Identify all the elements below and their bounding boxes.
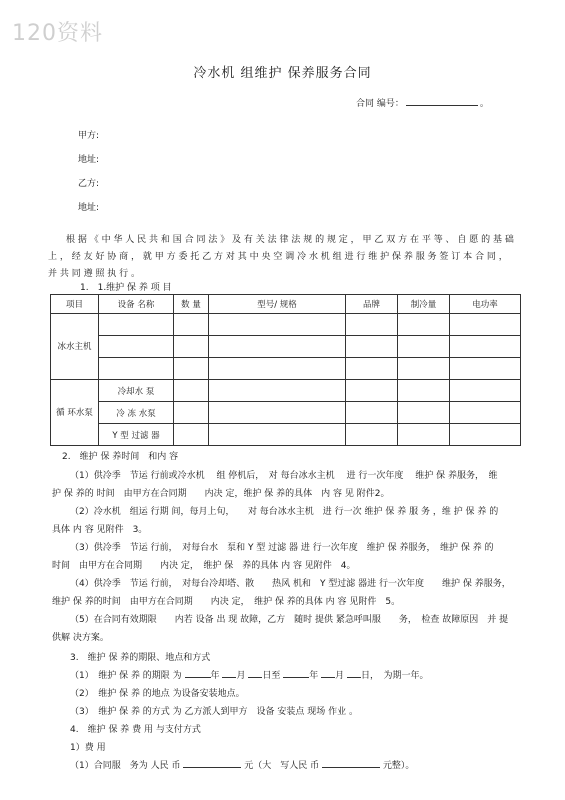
table-row [51, 424, 521, 446]
table-cell[interactable] [99, 358, 174, 380]
table-row [51, 402, 521, 424]
table-cell[interactable] [174, 424, 209, 446]
section-2-item-3-line-2: 时间 由甲方在合同期 内决 定， 维护 保 养的具体 内 容 见附件 4。 [52, 561, 356, 571]
fee-capital-blank[interactable] [322, 758, 380, 768]
table-cell[interactable] [398, 380, 450, 402]
table-cell[interactable] [346, 336, 398, 358]
period-label: （1） 维护 保 养 的期限 为 [70, 671, 182, 681]
table-header: 制冷量 [398, 295, 450, 314]
year-label: 年 [210, 671, 220, 681]
party-a-address-label: 地址: [78, 155, 100, 165]
section-2-item-5-line-1: （5）在合同有效期限 内若 设备 出 现 故障，乙方 随时 提供 紧急呼叫服 务， 检查 故障原因 并 提 [70, 615, 509, 625]
table-header: 项目 [51, 295, 99, 314]
intro-paragraph: 根 据 《 中 华 人 民 共 和 国 合 同 法 》 及 有 关 法 律 法 规 的 规 定 ， 甲 乙 双 方 在 平 等 、 自 愿 的 基 础 上 ， 经 友 好 协 商 ， 就 甲 方 委 托 乙 方 对 其 中 央 空 调 冷 水 机 组 进 行 维 护 保 养 服 务 签 订 本 合 同 ， 并 共 同 遵 照 执 行 。 [48, 235, 514, 279]
start-year-blank[interactable] [185, 668, 211, 678]
section-2-item-2-line-1: （2）冷水机 组运 行期 间，每月上旬， 对 每台冰水主机 进 行一次 维护 保 养 服 务 ，维 护 保 养 的 [70, 507, 499, 517]
pump-name-cell: Y 型 过滤 器 [99, 424, 174, 446]
table-cell[interactable] [346, 314, 398, 336]
table-cell[interactable] [346, 424, 398, 446]
section-2-item-4-line-1: （4）供冷季 节运 行前， 对每台冷却塔、散 热风 机和 Y 型过滤 器进 行一次年度 维护 保 养服务， [70, 579, 511, 589]
table-row [51, 380, 521, 402]
document-title: 冷水机 组维护 保养服务合同 [193, 66, 372, 81]
fee-label: （1）合同服 务为 人民 币 [70, 761, 181, 771]
equipment-table [50, 294, 521, 446]
table-cell[interactable] [174, 314, 209, 336]
table-cell[interactable] [174, 358, 209, 380]
start-day-blank[interactable] [248, 668, 262, 678]
fee-amount-blank[interactable] [183, 758, 241, 768]
table-cell[interactable] [398, 358, 450, 380]
table-header: 设备 名称 [99, 295, 174, 314]
section-2-item-3-line-1: （3）供冷季 节运 行前， 对每台水 泵和 Y 型 过滤 器 进 行一次年度 维护 保 养服务， 维护 保 养 的 [70, 543, 494, 553]
year-label: 年 [309, 671, 319, 681]
end-day-blank[interactable] [347, 668, 361, 678]
pump-name-cell: 冷 冻 水泵 [99, 402, 174, 424]
party-b-label: 乙方: [78, 179, 100, 189]
table-cell[interactable] [450, 380, 521, 402]
end-year-blank[interactable] [283, 668, 309, 678]
section-3-item-2: （2） 维护 保 养 的地点 为设备安装地点。 [70, 689, 245, 699]
month-label: 月 [335, 671, 345, 681]
section-3-item-1 [70, 668, 429, 681]
section-2-item-1-line-2: 护 保 养的 时间 由甲方在合同期 内决 定，维护 保 养的具体 内 容 见 附件2。 [52, 489, 390, 499]
group-cell-chiller: 冰水主机 [51, 314, 99, 380]
fee-capital-label: 元（大 写人民 币 [244, 761, 320, 771]
table-cell[interactable] [450, 336, 521, 358]
start-month-blank[interactable] [222, 668, 236, 678]
table-cell[interactable] [398, 314, 450, 336]
watermark-text: 120资料 [12, 21, 103, 46]
table-cell[interactable] [398, 402, 450, 424]
table-cell[interactable] [99, 336, 174, 358]
section-4-sub-heading: 1）费 用 [70, 743, 106, 753]
table-cell[interactable] [209, 314, 346, 336]
table-cell[interactable] [450, 402, 521, 424]
table-row [51, 336, 521, 358]
table-header: 品牌 [346, 295, 398, 314]
section-2-heading: 2. 维护 保 养时间 和内 容 [62, 452, 179, 462]
table-cell[interactable] [174, 402, 209, 424]
table-cell[interactable] [450, 314, 521, 336]
table-cell[interactable] [346, 380, 398, 402]
table-cell[interactable] [450, 358, 521, 380]
party-a-label: 甲方: [78, 131, 100, 141]
table-cell[interactable] [174, 380, 209, 402]
table-cell[interactable] [209, 402, 346, 424]
fee-suffix: 元整）。 [382, 761, 415, 771]
contract-number-suffix: 。 [479, 99, 489, 109]
table-row [51, 314, 521, 336]
table-cell[interactable] [346, 402, 398, 424]
section-3-item-3: （3） 维护 保 养 的方式 为 乙方派人到甲方 设备 安装点 现场 作业 。 [70, 707, 358, 717]
section-4-heading: 4. 维护 保 养 费 用 与支付方式 [70, 725, 201, 735]
table-cell[interactable] [174, 336, 209, 358]
group-cell-pump: 循 环水泵 [51, 380, 99, 446]
section-1-heading: 1. 1.维护 保 养 项 目 [80, 283, 172, 293]
table-cell[interactable] [398, 424, 450, 446]
table-cell[interactable] [398, 336, 450, 358]
table-header: 电功率 [450, 295, 521, 314]
table-row [51, 358, 521, 380]
section-2-item-4-line-2: 维护 保 养的时间 由甲方在合同期 内决 定， 维护 保 养的具体 内 容 见附件 5。 [52, 597, 401, 607]
table-header: 型号/ 规格 [209, 295, 346, 314]
month-label: 月 [236, 671, 246, 681]
table-cell[interactable] [99, 314, 174, 336]
table-cell[interactable] [209, 380, 346, 402]
period-end-label: 日， 为期一年。 [361, 671, 429, 681]
day-to-label: 日至 [262, 671, 281, 681]
section-2-item-1-line-1: （1）供冷季 节运 行前或冷水机 组 停机后， 对 每台冰水主机 进 行一次年度 维护 保 养服务， 维 [70, 471, 498, 481]
section-2-item-5-line-2: 供解 决方案。 [52, 633, 109, 643]
table-header: 数 量 [174, 295, 209, 314]
table-cell[interactable] [209, 336, 346, 358]
pump-name-cell: 冷却水 泵 [99, 380, 174, 402]
end-month-blank[interactable] [321, 668, 335, 678]
contract-number-blank[interactable] [406, 96, 478, 106]
table-cell[interactable] [450, 424, 521, 446]
contract-number-label: 合同 编号： [356, 99, 404, 109]
table-cell[interactable] [209, 424, 346, 446]
section-2-item-2-line-2: 具体 内 容 见附件 3。 [52, 525, 148, 535]
contract-number-line [356, 96, 489, 109]
party-b-address-label: 地址: [78, 203, 100, 213]
section-4-fee-line [70, 758, 414, 771]
table-cell[interactable] [346, 358, 398, 380]
table-cell[interactable] [209, 358, 346, 380]
table-header-row [51, 295, 521, 314]
section-3-heading: 3. 维护 保 养的期限、地点和方式 [70, 653, 211, 663]
